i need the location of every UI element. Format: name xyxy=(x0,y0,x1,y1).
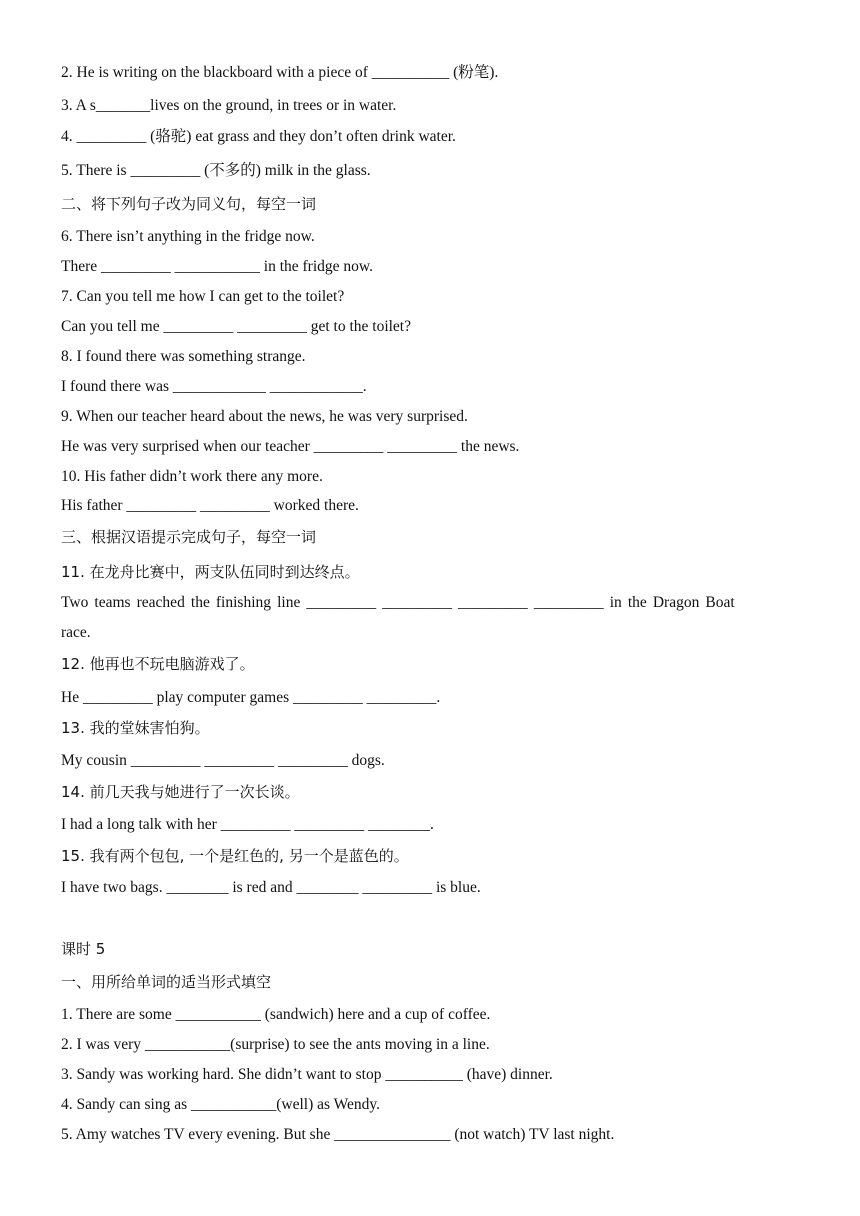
answer-line: He _________ play computer games _________ _________. xyxy=(61,689,441,706)
exercise-line: 2. I was very ___________(surprise) to see the ants moving in a line. xyxy=(61,1036,490,1053)
answer-line: Can you tell me _________ _________ get to the toilet? xyxy=(61,318,411,335)
exercise-line: 10. His father didn’t work there any more. xyxy=(61,468,323,485)
answer-line: There _________ ___________ in the fridge now. xyxy=(61,258,373,275)
exercise-line: 6. There isn’t anything in the fridge now. xyxy=(61,228,315,245)
answer-line: His father _________ _________ worked there. xyxy=(61,497,359,514)
exercise-line: 1. There are some ___________ (sandwich) here and a cup of coffee. xyxy=(61,1006,491,1023)
section-heading: 二、将下列句子改为同义句，每空一词 xyxy=(61,195,317,213)
exercise-line: 7. Can you tell me how I can get to the toilet? xyxy=(61,288,345,305)
exercise-line: 4. _________ (骆驼) eat grass and they don’t often drink water. xyxy=(61,128,456,145)
answer-line: race. xyxy=(61,624,91,641)
section-heading: 一、用所给单词的适当形式填空 xyxy=(61,973,272,991)
exercise-line: 4. Sandy can sing as ___________(well) as Wendy. xyxy=(61,1096,381,1113)
answer-line: I have two bags. ________ is red and ________ _________ is blue. xyxy=(61,879,481,896)
answer-line: My cousin _________ _________ _________ dogs. xyxy=(61,752,385,769)
exercise-line: 13. 我的堂妹害怕狗。 xyxy=(61,719,210,737)
exercise-line: 9. When our teacher heard about the news, he was very surprised. xyxy=(61,408,468,425)
answer-line: I had a long talk with her _________ _________ ________. xyxy=(61,816,434,833)
answer-line: He was very surprised when our teacher _________ _________ the news. xyxy=(61,438,520,455)
answer-line: I found there was ____________ ____________. xyxy=(61,378,367,395)
exercise-line: 3. Sandy was working hard. She didn’t want to stop __________ (have) dinner. xyxy=(61,1066,553,1083)
exercise-line: 15. 我有两个包包, 一个是红色的, 另一个是蓝色的。 xyxy=(61,847,409,865)
exercise-line: 8. I found there was something strange. xyxy=(61,348,306,365)
exercise-line: 2. He is writing on the blackboard with a piece of __________ (粉笔). xyxy=(61,64,499,81)
section-heading: 三、根据汉语提示完成句子，每空一词 xyxy=(61,528,317,546)
exercise-line: 12. 他再也不玩电脑游戏了。 xyxy=(61,655,255,673)
exercise-line: 5. Amy watches TV every evening. But she _______________ (not watch) TV last night. xyxy=(61,1126,615,1143)
exercise-line: 14. 前几天我与她进行了一次长谈。 xyxy=(61,783,300,801)
exercise-line: 5. There is _________ (不多的) milk in the glass. xyxy=(61,162,371,179)
exercise-line: 3. A s_______lives on the ground, in trees or in water. xyxy=(61,97,397,114)
answer-line: Two teams reached the finishing line _________ _________ _________ _________ in the Dragon Boat xyxy=(61,594,735,611)
lesson-title: 课时 5 xyxy=(61,940,106,958)
exercise-line: 11. 在龙舟比赛中，两支队伍同时到达终点。 xyxy=(61,563,360,581)
